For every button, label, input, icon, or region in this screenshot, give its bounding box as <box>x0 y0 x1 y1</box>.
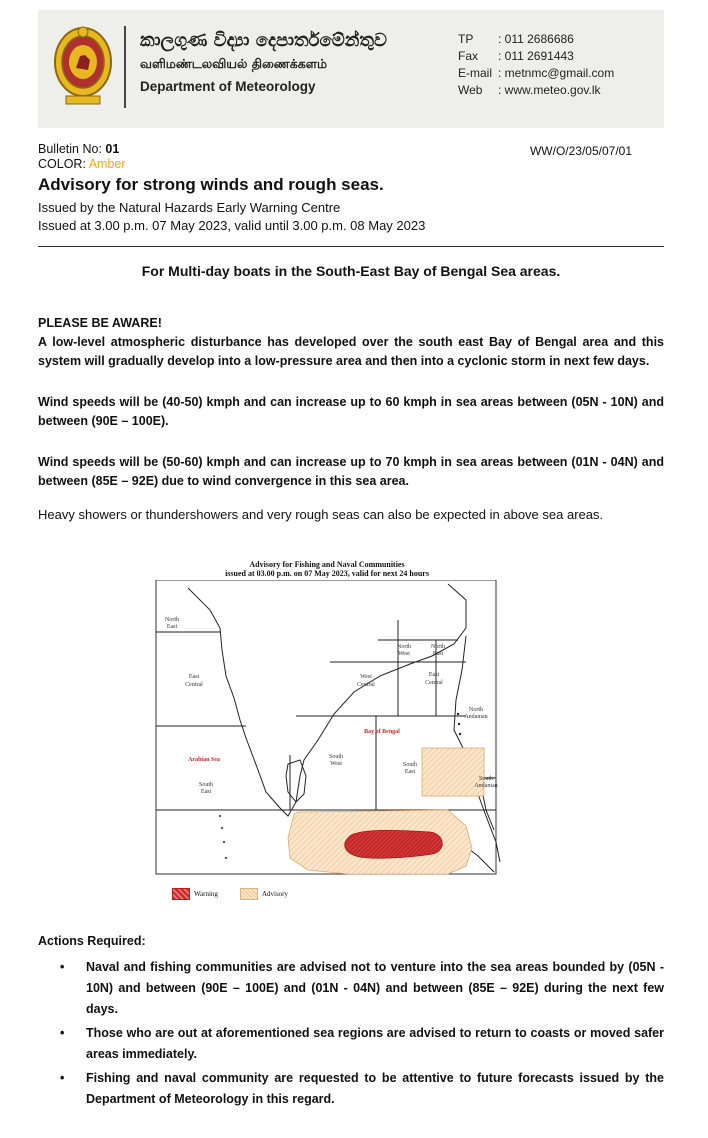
showers-paragraph: Heavy showers or thundershowers and very rough seas can also be expected in above sea areas. <box>38 507 604 522</box>
label-east-central-2: Central <box>185 682 203 688</box>
color-label: COLOR: <box>38 157 89 171</box>
contact-row-fax <box>458 48 614 65</box>
label-south-east-bay-2: East <box>404 769 416 775</box>
map-caption <box>148 560 506 578</box>
map-caption-line-1: Advisory for Fishing and Naval Communities <box>249 560 405 569</box>
actions-list <box>38 957 664 1110</box>
department-names <box>140 30 387 94</box>
legend-advisory-swatch <box>240 888 258 900</box>
wind-text-1: Wind speeds will be (40-50) kmph and can increase up to 60 kmph in sea areas between (05N - 10N) and between (90E – 100E). <box>38 395 664 428</box>
label-north-east-bay-1: North <box>431 644 445 650</box>
sri-lanka-emblem-icon <box>52 22 114 108</box>
contact-key: Web <box>458 83 483 97</box>
label-south-west-1: South <box>328 754 344 760</box>
department-name-english: Department of Meteorology <box>140 79 316 94</box>
label-north-andaman-1: North <box>469 707 483 713</box>
action-text: Fishing and naval community are requested to be attentive to future forecasts issued by the Department of Meteorology in this regard. <box>86 1071 664 1106</box>
contact-row-email <box>458 65 614 82</box>
contact-block <box>458 31 614 99</box>
wind-text-2: Wind speeds will be (50-60) kmph and can increase up to 70 kmph in sea areas between (01N - 04N) and between (85E – 92E) due to wind convergence in this sea area. <box>38 455 664 488</box>
contact-value: : 011 2686686 <box>498 32 574 46</box>
aware-paragraph <box>38 314 664 371</box>
subheading: For Multi-day boats in the South-East Bay of Bengal Sea areas. <box>141 263 561 279</box>
label-bay-of-bengal: Bay of Bengal <box>364 729 400 735</box>
action-item <box>38 1023 664 1065</box>
contact-key: TP <box>458 32 474 46</box>
label-north-east-1: North <box>165 617 179 623</box>
section-divider <box>38 246 664 247</box>
warning-area <box>345 830 443 858</box>
label-south-andaman-1: South <box>478 776 494 782</box>
color-value: Amber <box>88 157 126 171</box>
bullet-icon: • <box>60 1026 65 1040</box>
label-east-central-bay-2: Central <box>425 680 443 686</box>
contact-row-tp <box>458 31 614 48</box>
bullet-icon: • <box>60 1071 65 1085</box>
department-name-sinhala: කාලගුණ විද්‍යා දෙපාර්තමේන්තුව <box>140 30 387 51</box>
label-west-central-1: West <box>360 674 372 680</box>
map-legend <box>172 888 288 900</box>
aware-title: PLEASE BE AWARE! <box>38 316 162 330</box>
label-north-west-2: West <box>398 651 410 657</box>
department-name-tamil: வளிமண்டலவியல் திணைக்களம் <box>140 56 328 71</box>
label-south-east-1: South <box>198 782 214 788</box>
issued-by: Issued by the Natural Hazards Early Warning Centre <box>38 200 341 215</box>
header-divider <box>124 26 126 108</box>
contact-value[interactable]: : metnmc@gmail.com <box>498 66 615 80</box>
label-north-east-2: East <box>166 624 178 630</box>
label-east-central-bay-1: East <box>428 672 440 678</box>
label-south-west-2: West <box>330 761 342 767</box>
letterhead <box>38 10 664 128</box>
advisory-map <box>148 580 502 880</box>
action-text: Naval and fishing communities are advised not to venture into the sea areas bounded by (05N - 10N) and between (90E – 100E) and (01N - 04N) and between (85E – 92E) during the next few days. <box>86 960 664 1016</box>
action-item <box>38 1068 664 1110</box>
label-arabian-sea: Arabian Sea <box>188 757 220 763</box>
label-south-east-bay-1: South <box>402 762 418 768</box>
bulletin-body <box>38 314 664 542</box>
bulletin-number-label: Bulletin No: <box>38 142 106 156</box>
label-south-east-2: East <box>200 789 212 795</box>
contact-row-web <box>458 82 614 99</box>
bulletin-number-value: 01 <box>105 142 120 156</box>
bulletin-color <box>38 157 664 171</box>
contact-value[interactable]: : www.meteo.gov.lk <box>498 83 601 97</box>
map-caption-line-2: issued at 03.00 p.m. on 07 May 2023, valid for next 24 hours <box>225 569 429 578</box>
contact-value: : 011 2691443 <box>498 49 574 63</box>
label-north-west-1: North <box>397 644 411 650</box>
contact-key: Fax <box>458 49 479 63</box>
legend-warning-label: Warning <box>194 890 218 898</box>
advisory-map-figure <box>148 560 506 912</box>
bulletin-reference: WW/O/23/05/07/01 <box>529 144 632 158</box>
label-west-central-2: Central <box>357 682 375 688</box>
action-item <box>38 957 664 1020</box>
legend-warning-swatch <box>172 888 190 900</box>
actions-title: Actions Required: <box>38 934 146 948</box>
bulletin-meta <box>38 142 664 235</box>
contact-key: E-mail <box>458 66 493 80</box>
actions-required <box>38 934 664 1113</box>
label-north-east-bay-2: East <box>432 651 444 657</box>
wind-paragraph-1 <box>38 393 664 431</box>
aware-text: A low-level atmospheric disturbance has developed over the south east Bay of Bengal area and this system will gradually develop into a low-pressure area and then into a cyclonic storm in next few days. <box>38 335 664 368</box>
label-south-andaman-2: Andaman <box>474 783 498 789</box>
label-east-central-1: East <box>188 674 200 680</box>
label-north-andaman-2: Andaman <box>464 714 488 720</box>
issued-info <box>38 199 664 235</box>
action-text: Those who are out at aforementioned sea regions are advised to return to coasts or moved safer areas immediately. <box>86 1026 664 1061</box>
issued-at: Issued at 3.00 p.m. 07 May 2023, valid until 3.00 p.m. 08 May 2023 <box>38 218 426 233</box>
legend-advisory-label: Advisory <box>261 890 288 898</box>
bullet-icon: • <box>60 960 65 974</box>
wind-paragraph-2 <box>38 453 664 491</box>
bulletin-title: Advisory for strong winds and rough seas. <box>38 175 384 194</box>
